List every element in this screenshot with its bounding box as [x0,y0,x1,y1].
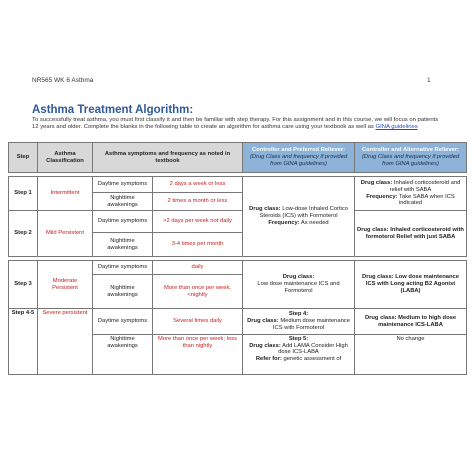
step45-label: Step 4-5 [9,309,38,375]
step3-daytime-value: daily [153,261,243,275]
step1-alt-drug [357,180,464,193]
step1-daytime-label: Daytime symptoms [93,177,153,193]
step45-night-value: More than once per week; less than nightly [153,335,243,375]
step1-alt-freq [357,194,464,207]
header-controller-alt-sub: (Drug Class and frequency if provided from GINA guidelines) [361,154,460,167]
step4-pref-drug-value: Medium dose maintenance ICS with Formoterol [272,318,350,331]
step3-night-value: More than once per week, <nightly [153,275,243,309]
step45-classification: Severe persistent [38,309,93,375]
step45-daytime-value: Several times daily [153,309,243,335]
step1-pref-drug-label: Drug class: [249,206,281,213]
step45-night-label: Nighttime awakenings [93,335,153,375]
step45-daytime-label: Daytime symptoms [93,309,153,335]
step1-pref-drug [245,206,352,219]
intro-text: To successfully treat asthma, you must first classify it and then be familiar with step therapy. For this assignment and in this course, we will focus on patients 12 years and older. Complete the blanks in the following table to create an algorithm for asthma care using your textbook as well as [32,117,439,131]
step4-pref-head: Step 4: [288,311,309,318]
header-controller-alt-title: Controller and Alternative Reliever: [361,147,460,154]
page-number: 1 [427,77,431,84]
step3-daytime-label: Daytime symptoms [93,261,153,275]
step2-label: Step 2 [9,211,38,257]
table-row [9,211,467,233]
step1-pref-freq-value: As needed [300,219,329,226]
step2-daytime-value: >2 days per week not daily [153,211,243,233]
gina-link[interactable]: GINA guidelines [375,124,418,131]
step2-classification: Mild Persistent [38,211,93,257]
header-controller-preferred-title: Controller and Preferred Reliever: [251,147,346,154]
step1-pref-freq [245,220,352,227]
running-header: NR565 WK 6 Asthma [32,77,94,84]
step5-pref-refer [245,356,352,363]
step5-pref-drug-value: Add LAMA Consider High dose ICS-LABA [278,342,348,356]
header-controller-alt [355,143,467,173]
header-step: Step [9,143,38,173]
table-row [9,261,467,275]
step5-pref-refer-label: Refer for: [255,356,282,363]
table-row [9,177,467,193]
step1-night-label: Nighttime awakenings [93,193,153,211]
step3-pref-cell [243,261,355,309]
step1-alt-drug-label: Drug class: [360,180,393,187]
header-classification: Asthma Classification [38,143,93,173]
step3-classification: Moderate Persistent [38,261,93,309]
step5-pref-head: Step 5: [288,336,309,342]
step1-label: Step 1 [9,177,38,211]
step1-pref-drug-value: Low-dose Inhaled Cortico Steroids (ICS) with Formoterol [259,206,348,220]
step5-pref-cell [243,335,355,375]
step5-pref-refer-value: genetic assessment of [283,356,342,363]
step5-pref-drug-label: Drug class: [249,342,281,349]
step2-night-value: 3-4 times per month [153,233,243,257]
step3-label: Step 3 [9,261,38,309]
asthma-algorithm-table [8,142,467,375]
step2-alt-cell: Drug class: Inhaled corticosteroid with formoterol Relief with just SABA [355,211,467,257]
step4-pref-cell [243,309,355,335]
step1-alt-cell [355,177,467,211]
table-row [9,309,467,335]
intro-paragraph [32,117,442,132]
step5-alt-cell: No change [355,335,467,375]
step4-pref-drug [245,318,352,331]
step1-daytime-value: 2 days a week or less [153,177,243,193]
step1-night-value: 2 times a month or less [153,193,243,211]
step5-pref-drug [245,343,352,356]
step3-pref-label: Drug class: [282,274,315,281]
step2-daytime-label: Daytime symptoms [93,211,153,233]
step1-alt-drug-value: Inhaled corticosteroid and relief with SABA [389,180,461,193]
header-controller-preferred-sub: (Drug Class and frequency if provided from GINA guidelines) [249,154,348,167]
step2-night-label: Nighttime awakenings [93,233,153,257]
step1-2-preferred-cell [243,177,355,257]
step1-alt-freq-value: Take SABA when ICS indicated [398,193,455,207]
document-title: Asthma Treatment Algorithm: [32,104,194,116]
step4-pref-drug-label: Drug class: [247,318,279,325]
step1-alt-freq-label: Frequency: [366,193,398,200]
header-controller-preferred [243,143,355,173]
step1-pref-freq-label: Frequency: [268,219,300,226]
step3-alt-cell: Drug class: Low dose maintenance ICS with Long acting B2 Agonist (LABA) [355,261,467,309]
step1-classification: Intermittent [38,177,93,211]
step3-night-label: Nighttime awakenings [93,275,153,309]
table-header-row [9,143,467,173]
step4-alt-cell: Drug class: Medium to high dose maintenance ICS-LABA [355,309,467,335]
header-symptoms: Asthma symptoms and frequency as noted in textbook [93,143,243,173]
step3-pref-value: Low dose maintenance ICS and Formoterol [257,281,340,294]
